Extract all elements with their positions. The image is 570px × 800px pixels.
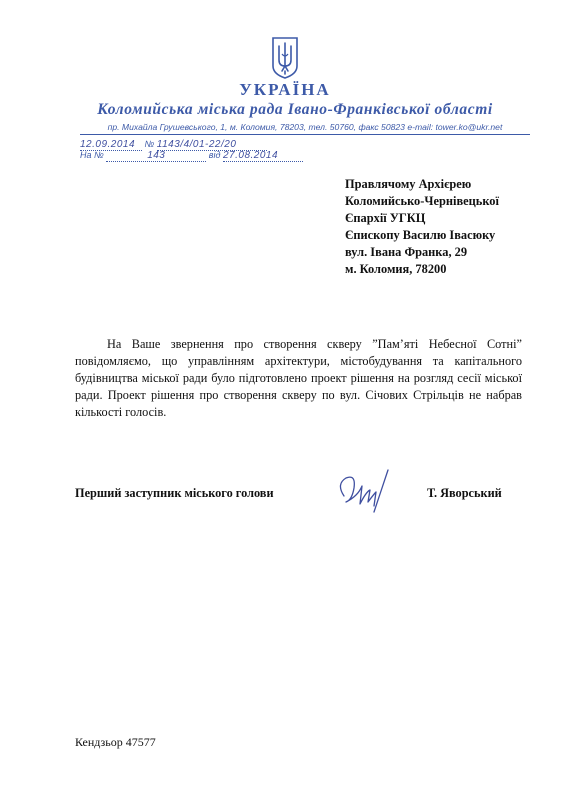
letterhead-council-name: Коломийська міська рада Івано-Франківської області (97, 101, 493, 118)
signatory-position: Перший заступник міського голови (75, 486, 274, 500)
letterhead-country: УКРАЇНА (239, 80, 331, 99)
letterhead-address: пр. Михайла Грушевського, 1, м. Коломия, 78203, тел. 50760, факс 50823 e-mail: tower.ko@ukr.net (107, 122, 503, 132)
outgoing-number: 1143/4/01-22/20 (156, 139, 237, 150)
addressee-line: Єпархії УГКЦ (345, 211, 426, 225)
letter-body-text: На Ваше звернення про створення скверу ”Пам’яті Небесної Сотні” повідомляємо, що управлінням архітектури, містобудування та капітального будівництва міської ради було підготовлено проект рішення на розгляд сесії міської ради. Проект рішення про створення скверу по вул. Січових Стрільців не набрав кількості голосів. (75, 337, 522, 419)
addressee-line: м. Коломия, 78200 (345, 262, 447, 276)
addressee-line: Єпископу Василю Івасюку (345, 228, 496, 242)
executor-note: Кендзьор 47577 (75, 735, 156, 749)
incoming-number: 143 (147, 150, 166, 161)
in-reply-label: На № (80, 150, 104, 160)
addressee-block (345, 176, 565, 278)
addressee-line: Правлячому Архієрею (345, 177, 472, 191)
letter-body (75, 336, 522, 421)
incoming-date: 27.08.2014 (222, 150, 279, 161)
incoming-reference (80, 150, 303, 162)
number-label: № (144, 139, 155, 149)
from-label: від (208, 150, 221, 160)
addressee-line: Коломийсько-Чернівецької (345, 194, 499, 208)
letterhead-divider (80, 134, 530, 135)
trident-emblem-icon (270, 36, 300, 80)
addressee-line: вул. Івана Франка, 29 (345, 245, 468, 259)
signatory-name: Т. Яворський (427, 486, 502, 500)
handwritten-signature-icon (330, 466, 410, 514)
outgoing-date: 12.09.2014 (80, 139, 136, 150)
